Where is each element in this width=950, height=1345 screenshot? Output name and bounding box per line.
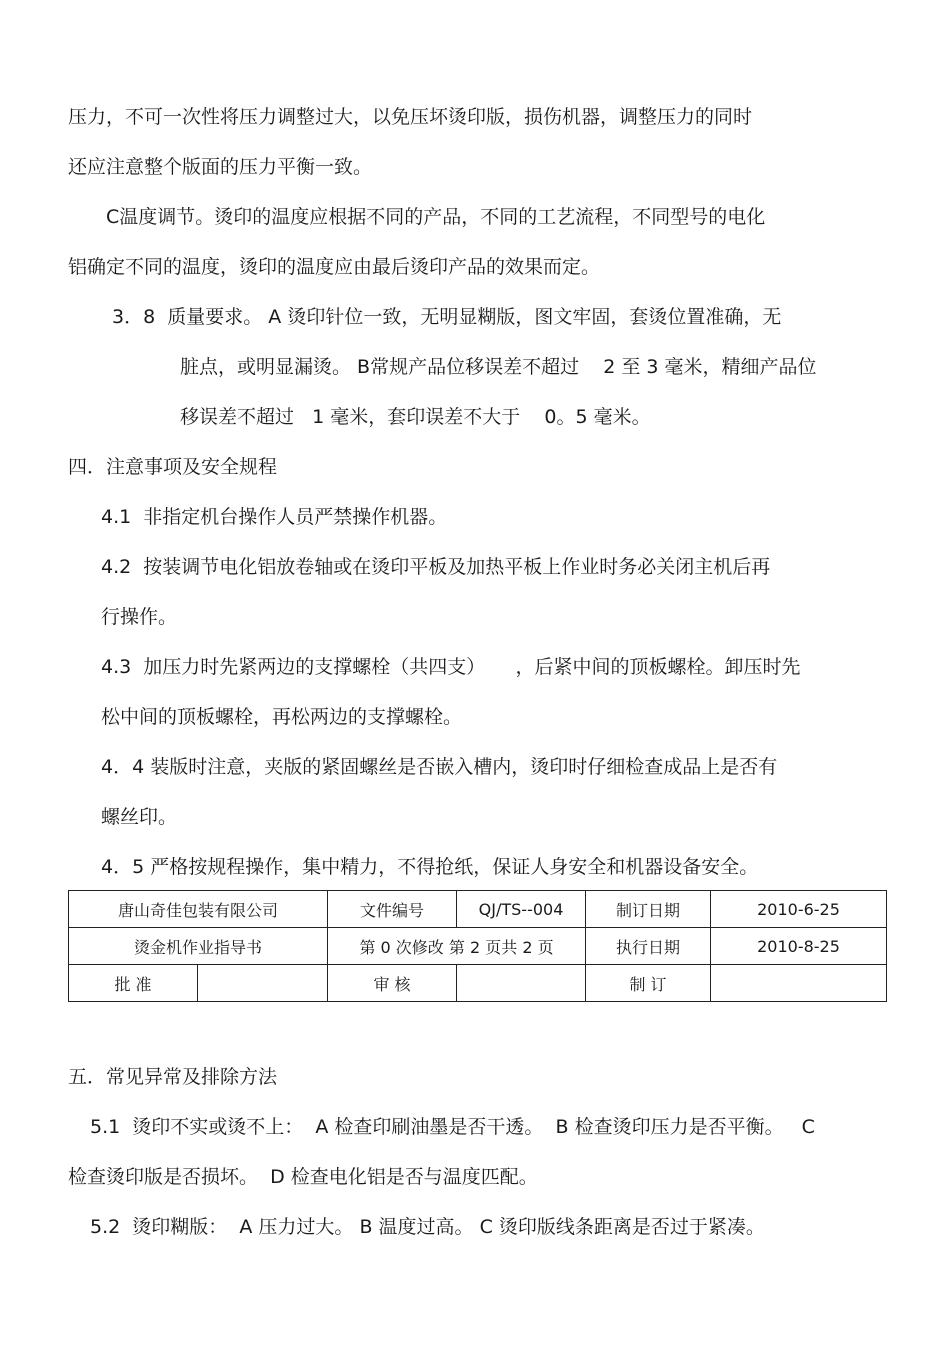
section-heading: 四．注意事项及安全规程 (68, 456, 278, 478)
text-line: 4．5 严格按规程操作，集中精力，不得抢纸，保证人身安全和机器设备安全。 (101, 856, 759, 878)
text-line: 5.1 烫印不实或烫不上： A 检查印刷油墨是否干透。 B 检查烫印压力是否平衡。 C (90, 1116, 815, 1138)
document-control-table (68, 890, 887, 1002)
revision-info: 第 0 次修改 第 2 页共 2 页 (328, 928, 586, 965)
table-row (69, 891, 887, 928)
text-line: 移误差不超过 1 毫米，套印误差不大于 0。5 毫米。 (180, 406, 651, 428)
text-line: 压力，不可一次性将压力调整过大，以免压坏烫印版，损伤机器，调整压力的同时 (68, 106, 753, 128)
approve-value (198, 965, 328, 1002)
text-line: 还应注意整个版面的压力平衡一致。 (68, 156, 373, 178)
table-row (69, 965, 887, 1002)
company-name: 唐山奇佳包装有限公司 (69, 891, 328, 928)
text-line: 脏点，或明显漏烫。 B常规产品位移误差不超过 2 至 3 毫米，精细产品位 (180, 356, 817, 378)
text-line: 4.1 非指定机台操作人员严禁操作机器。 (101, 506, 448, 528)
review-value (457, 965, 586, 1002)
text-line: 行操作。 (101, 606, 178, 628)
doc-title: 烫金机作业指导书 (69, 928, 328, 965)
made-date-label: 制订日期 (586, 891, 711, 928)
exec-date-label: 执行日期 (586, 928, 711, 965)
exec-date: 2010-8-25 (711, 928, 887, 965)
text-line: 检查烫印版是否损坏。 D 检查电化铝是否与温度匹配。 (68, 1166, 538, 1188)
made-date: 2010-6-25 (711, 891, 887, 928)
table-row (69, 928, 887, 965)
text-line: 4．4 装版时注意，夹版的紧固螺丝是否嵌入槽内，烫印时仔细检查成品上是否有 (101, 756, 778, 778)
review-label: 审 核 (328, 965, 457, 1002)
text-line: 松中间的顶板螺栓，再松两边的支撑螺栓。 (101, 706, 463, 728)
draft-value (711, 965, 887, 1002)
draft-label: 制 订 (586, 965, 711, 1002)
text-line: 铝确定不同的温度，烫印的温度应由最后烫印产品的效果而定。 (68, 256, 601, 278)
text-line: 4.3 加压力时先紧两边的支撑螺栓（共四支） ，后紧中间的顶板螺栓。卸压时先 (101, 656, 801, 678)
doc-no-label: 文件编号 (328, 891, 457, 928)
text-line: C温度调节。烫印的温度应根据不同的产品，不同的工艺流程，不同型号的电化 (106, 206, 766, 228)
text-line: 3．8 质量要求。 A 烫印针位一致，无明显糊版，图文牢固，套烫位置准确，无 (112, 306, 782, 328)
doc-no: QJ/TS--004 (457, 891, 586, 928)
text-line: 5.2 烫印糊版： A 压力过大。 B 温度过高。 C 烫印版线条距离是否过于紧凑。 (90, 1216, 765, 1238)
section-heading: 五．常见异常及排除方法 (68, 1066, 278, 1088)
text-line: 螺丝印。 (101, 806, 178, 828)
approve-label: 批 准 (69, 965, 198, 1002)
text-line: 4.2 按装调节电化铝放卷轴或在烫印平板及加热平板上作业时务必关闭主机后再 (101, 556, 771, 578)
